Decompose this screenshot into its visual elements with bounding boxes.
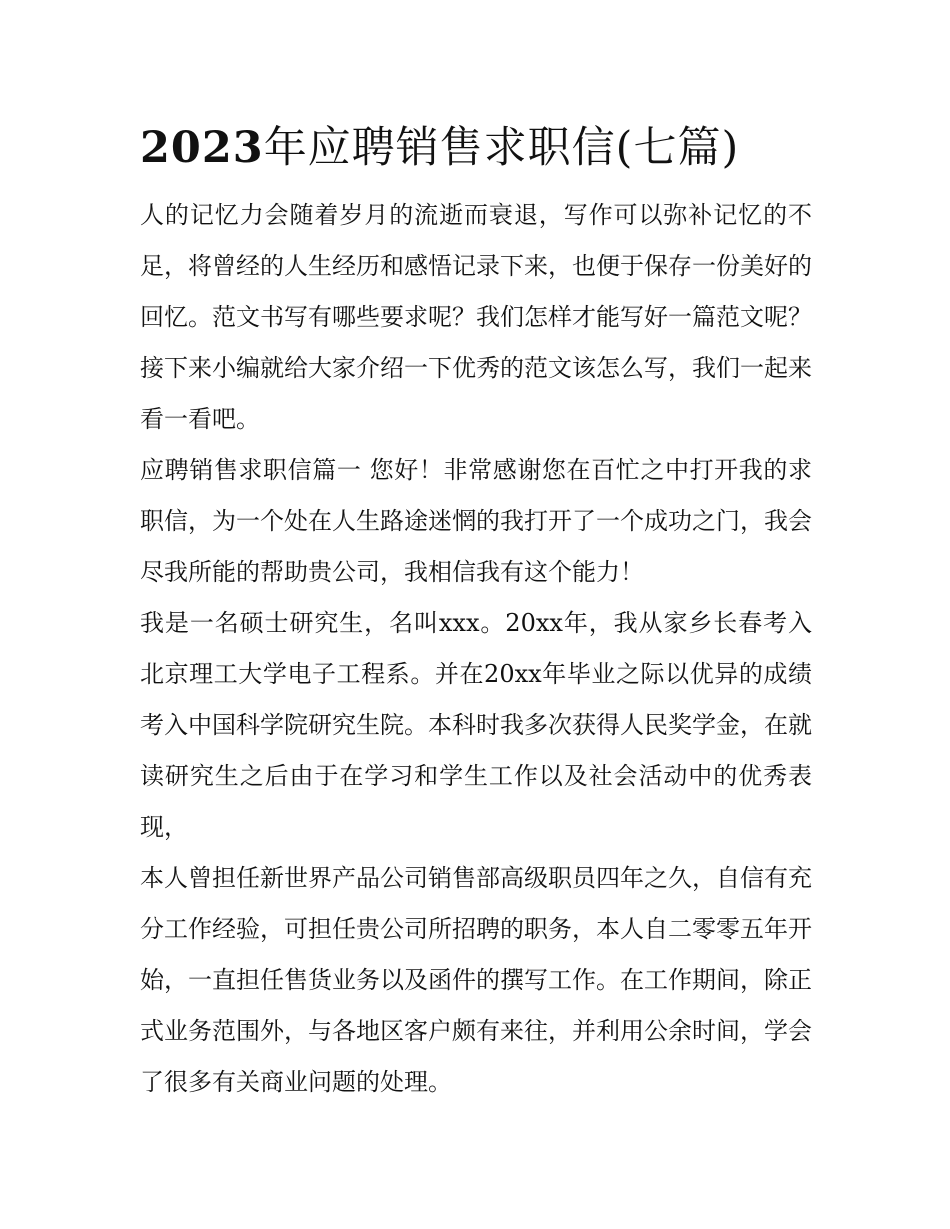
paragraph-letter-opening: 应聘销售求职信篇一 您好！非常感谢您在百忙之中打开我的求职信，为一个处在人生路途迷惘的我打开了一个成功之门，我会尽我所能的帮助贵公司，我相信我有这个能力！ xyxy=(140,456,812,586)
paragraph-intro: 人的记忆力会随着岁月的流逝而衰退，写作可以弥补记忆的不足，将曾经的人生经历和感悟记录下来，也便于保存一份美好的回忆。范文书写有哪些要求呢？我们怎样才能写好一篇范文呢？接下来小编就给大家介绍一下优秀的范文该怎么写，我们一起来看一看吧。 xyxy=(140,201,812,433)
paragraph-education: 我是一名硕士研究生，名叫xxx。20xx年，我从家乡长春考入北京理工大学电子工程系。并在20xx年毕业之际以优异的成绩考入中国科学院研究生院。本科时我多次获得人民奖学金，在就读研究生之后由于在学习和学生工作以及社会活动中的优秀表现， xyxy=(140,609,812,841)
document-title xyxy=(140,118,812,178)
title-text: 年应聘销售求职信(七篇) xyxy=(263,123,740,173)
document-body xyxy=(140,118,812,1108)
title-year: 2023 xyxy=(140,123,264,173)
paragraph-experience: 本人曾担任新世界产品公司销售部高级职员四年之久，自信有充分工作经验，可担任贵公司所招聘的职务，本人自二零零五年开始，一直担任售货业务以及函件的撰写工作。在工作期间，除正式业务范围外，与各地区客户颇有来往，并利用公余时间，学会了很多有关商业问题的处理。 xyxy=(140,864,812,1096)
